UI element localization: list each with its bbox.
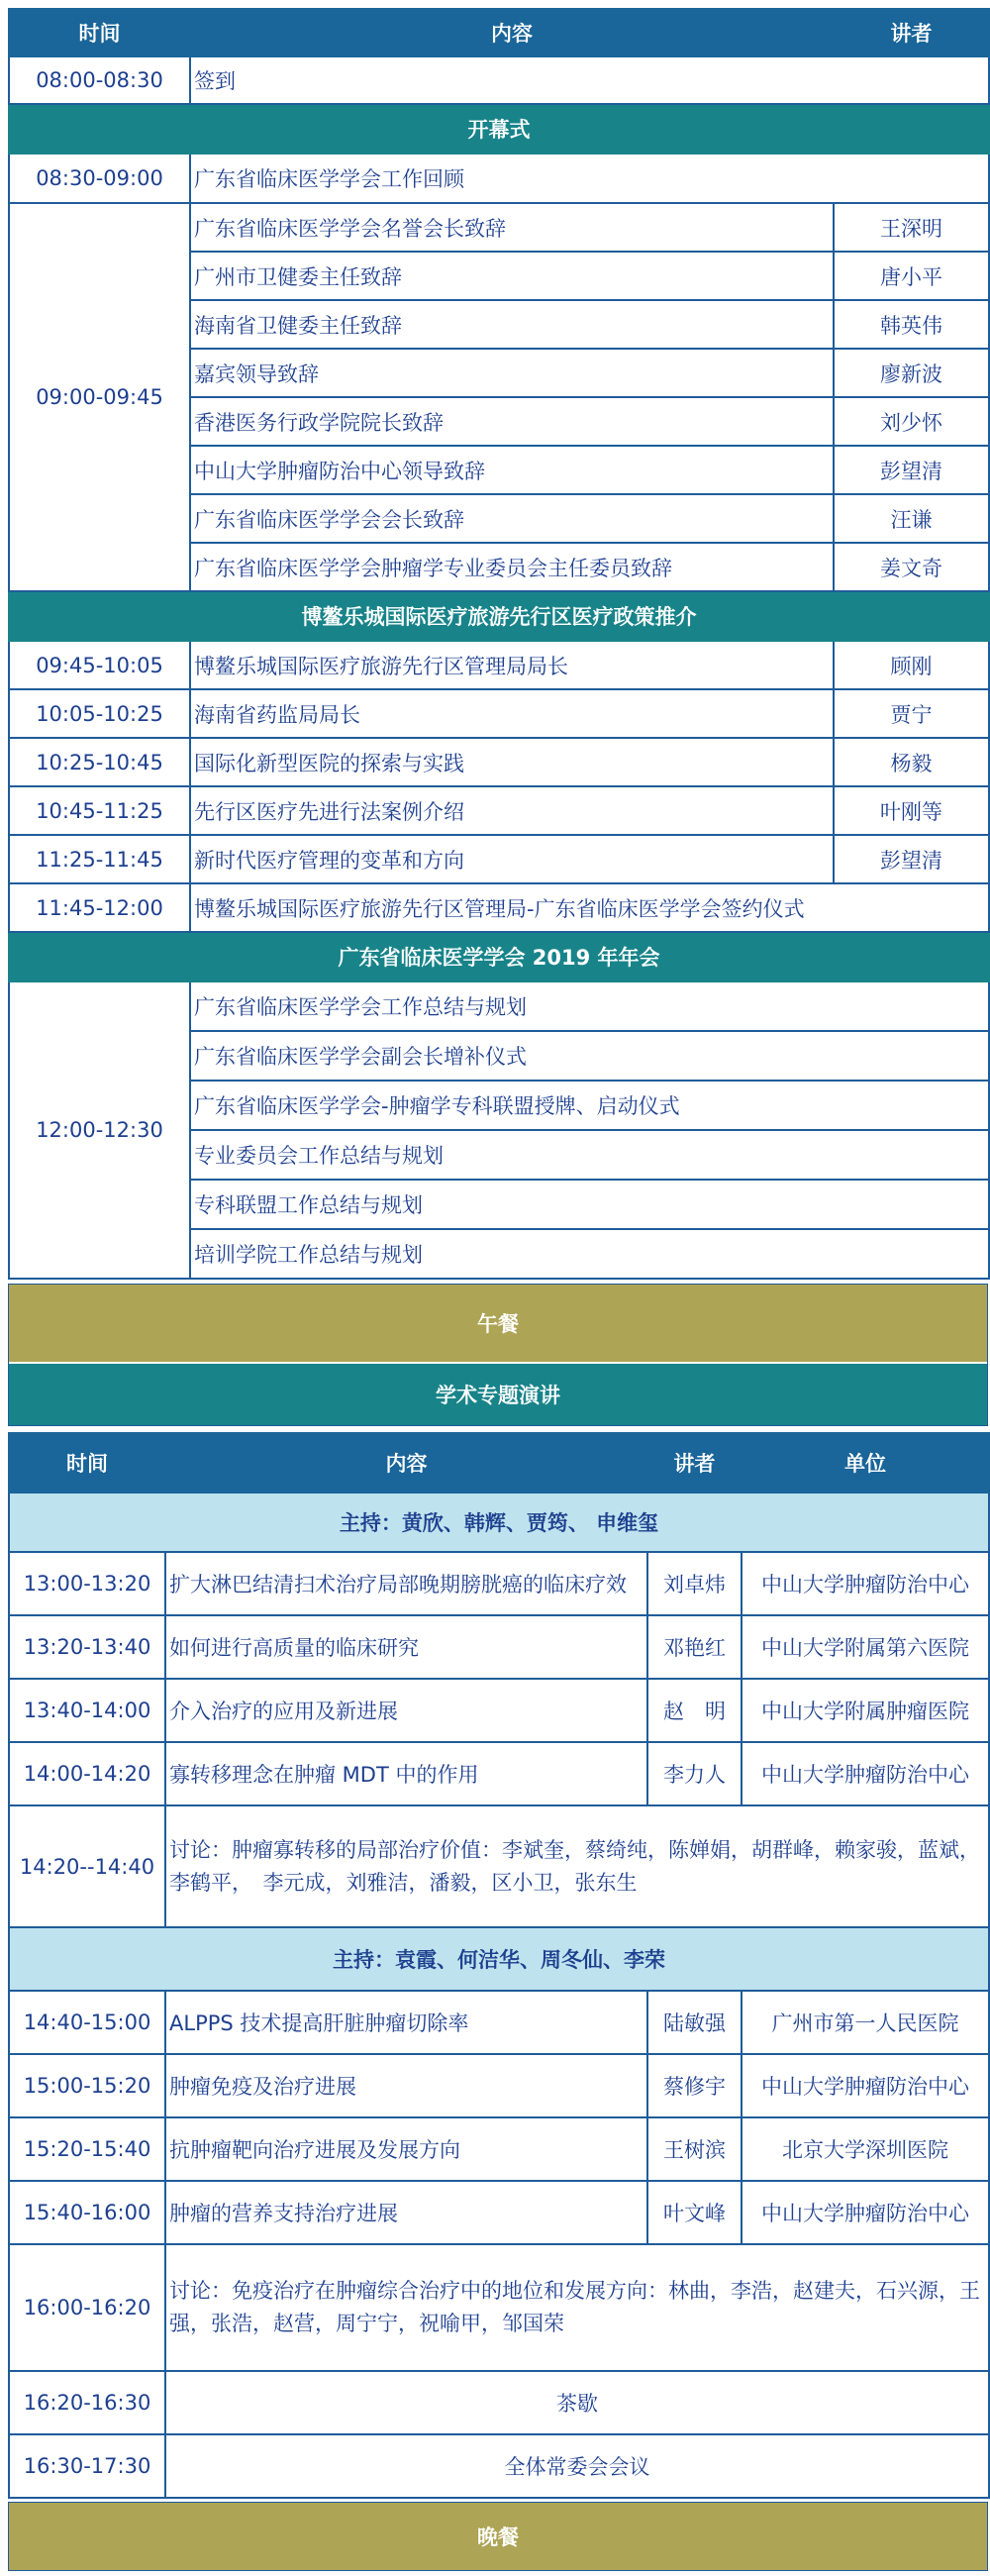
content-cell: 如何进行高质量的临床研究 [165,1615,647,1679]
speaker-cell: 姜文奇 [834,543,989,591]
speaker-cell: 叶刚等 [834,786,989,835]
speaker-cell: 汪谦 [834,494,989,543]
table-row [9,883,989,932]
unit-cell: 中山大学附属第六医院 [742,1615,989,1679]
table-row [9,2434,989,2498]
time-cell: 11:25-11:45 [9,835,190,883]
table-row [9,786,989,835]
time-cell: 09:45-10:05 [9,641,190,689]
dinner-banner: 晚餐 [9,2503,987,2570]
time-cell: 13:20-13:40 [9,1615,165,1679]
speaker-cell: 蔡修宇 [647,2054,742,2117]
speaker-cell: 廖新波 [834,349,989,397]
speaker-cell: 刘少怀 [834,397,989,446]
time-cell: 08:30-09:00 [9,154,190,203]
section-header-row [9,591,989,641]
content-cell: 广东省临床医学学会工作总结与规划 [190,981,989,1031]
content-cell: 肿瘤的营养支持治疗进展 [165,2181,647,2244]
speaker-cell: 贾宁 [834,689,989,738]
speaker-cell: 李力人 [647,1742,742,1805]
unit-cell: 中山大学肿瘤防治中心 [742,1742,989,1805]
content-cell: 海南省卫健委主任致辞 [190,300,834,349]
content-cell: 专业委员会工作总结与规划 [190,1130,989,1180]
content-cell: 培训学院工作总结与规划 [190,1229,989,1279]
content-cell: 广东省临床医学学会工作回顾 [190,154,989,203]
discussion-cell: 讨论：免疫治疗在肿瘤综合治疗中的地位和发展方向：林曲，李浩，赵建夫，石兴源，王强，张浩，赵营，周宁宁，祝喻甲，邹国荣 [165,2244,989,2371]
table-row [9,2371,989,2434]
content-cell: 介入治疗的应用及新进展 [165,1679,647,1742]
content-cell: 签到 [190,56,989,104]
table-header-row [9,9,989,56]
header-unit: 单位 [742,1433,989,1493]
content-cell: 香港医务行政学院院长致辞 [190,397,834,446]
header-content: 内容 [190,9,834,56]
section-title-annual: 广东省临床医学学会 2019 年年会 [9,932,989,981]
time-cell: 13:40-14:00 [9,1679,165,1742]
content-cell: 扩大淋巴结清扫术治疗局部晚期膀胱癌的临床疗效 [165,1552,647,1615]
discussion-row [9,1805,989,1927]
speaker-cell: 王树滨 [647,2117,742,2181]
content-cell: 广东省临床医学学会会长致辞 [190,494,834,543]
unit-cell: 北京大学深圳医院 [742,2117,989,2181]
speaker-cell: 顾刚 [834,641,989,689]
content-cell: 肿瘤免疫及治疗进展 [165,2054,647,2117]
time-cell: 16:20-16:30 [9,2371,165,2434]
header-speaker: 讲者 [834,9,989,56]
table-row [9,1679,989,1742]
time-cell: 15:00-15:20 [9,2054,165,2117]
time-cell: 16:30-17:30 [9,2434,165,2498]
unit-cell: 中山大学肿瘤防治中心 [742,1552,989,1615]
speaker-cell: 韩英伟 [834,300,989,349]
section-title-boao: 博鳌乐城国际医疗旅游先行区医疗政策推介 [9,591,989,641]
morning-schedule-table [8,8,990,1280]
content-cell: 广东省临床医学学会副会长增补仪式 [190,1031,989,1081]
speaker-cell: 邓艳红 [647,1615,742,1679]
time-cell: 10:25-10:45 [9,738,190,786]
session-host: 主持：袁霞、何洁华、周冬仙、李荣 [9,1927,989,1991]
table-header-row [9,1433,989,1493]
time-cell: 15:40-16:00 [9,2181,165,2244]
table-row [9,203,989,252]
content-cell: 新时代医疗管理的变革和方向 [190,835,834,883]
speaker-cell: 彭望清 [834,446,989,494]
content-cell: 中山大学肿瘤防治中心领导致辞 [190,446,834,494]
unit-cell: 中山大学附属肿瘤医院 [742,1679,989,1742]
table-row [9,154,989,203]
table-row [9,738,989,786]
table-row [9,1552,989,1615]
table-row [9,2054,989,2117]
lunch-banner: 午餐 [9,1285,987,1362]
table-row [9,1991,989,2054]
time-cell: 14:20--14:40 [9,1805,165,1927]
table-row [9,1615,989,1679]
content-cell: 先行区医疗先进行法案例介绍 [190,786,834,835]
discussion-cell: 讨论：肿瘤寡转移的局部治疗价值：李斌奎，蔡绮纯，陈婵娟，胡群峰，赖家骏，蓝斌，李鹤平， 李元成，刘雅洁，潘毅，区小卫，张东生 [165,1805,989,1927]
content-cell: 博鳌乐城国际医疗旅游先行区管理局局长 [190,641,834,689]
host-row [9,1493,989,1552]
content-cell: 博鳌乐城国际医疗旅游先行区管理局-广东省临床医学学会签约仪式 [190,883,989,932]
content-cell: 国际化新型医院的探索与实践 [190,738,834,786]
unit-cell: 中山大学肿瘤防治中心 [742,2054,989,2117]
content-cell: 抗肿瘤靶向治疗进展及发展方向 [165,2117,647,2181]
table-row [9,1742,989,1805]
table-row [9,981,989,1031]
header-time: 时间 [9,1433,165,1493]
content-cell: 广东省临床医学学会名誉会长致辞 [190,203,834,252]
host-row [9,1927,989,1991]
speaker-cell: 彭望清 [834,835,989,883]
time-cell: 10:45-11:25 [9,786,190,835]
time-cell: 09:00-09:45 [9,203,190,591]
time-cell: 13:00-13:20 [9,1552,165,1615]
speaker-cell: 陆敏强 [647,1991,742,2054]
discussion-row [9,2244,989,2371]
unit-cell: 中山大学肿瘤防治中心 [742,2181,989,2244]
time-cell: 10:05-10:25 [9,689,190,738]
table-row [9,2181,989,2244]
time-cell: 08:00-08:30 [9,56,190,104]
time-cell: 14:00-14:20 [9,1742,165,1805]
content-cell: ALPPS 技术提高肝脏肿瘤切除率 [165,1991,647,2054]
header-speaker: 讲者 [647,1433,742,1493]
table-row [9,641,989,689]
content-cell: 全体常委会会议 [165,2434,989,2498]
table-row [9,56,989,104]
header-content: 内容 [165,1433,647,1493]
academic-title-banner: 学术专题演讲 [9,1364,987,1425]
afternoon-schedule-table [8,1432,990,2499]
unit-cell: 广州市第一人民医院 [742,1991,989,2054]
speaker-cell: 王深明 [834,203,989,252]
content-cell: 海南省药监局局长 [190,689,834,738]
time-cell: 11:45-12:00 [9,883,190,932]
speaker-cell: 刘卓炜 [647,1552,742,1615]
section-header-row [9,104,989,154]
speaker-cell: 唐小平 [834,252,989,300]
header-time: 时间 [9,9,190,56]
table-row [9,689,989,738]
time-cell: 16:00-16:20 [9,2244,165,2371]
speaker-cell: 叶文峰 [647,2181,742,2244]
content-cell: 广东省临床医学学会-肿瘤学专科联盟授牌、启动仪式 [190,1081,989,1130]
time-cell: 15:20-15:40 [9,2117,165,2181]
section-title-opening: 开幕式 [9,104,989,154]
content-cell: 广东省临床医学学会肿瘤学专业委员会主任委员致辞 [190,543,834,591]
speaker-cell: 杨毅 [834,738,989,786]
section-header-row [9,932,989,981]
content-cell: 广州市卫健委主任致辞 [190,252,834,300]
time-cell: 12:00-12:30 [9,981,190,1279]
content-cell: 嘉宾领导致辞 [190,349,834,397]
content-cell: 茶歇 [165,2371,989,2434]
speaker-cell: 赵 明 [647,1679,742,1742]
table-row [9,2117,989,2181]
content-cell: 专科联盟工作总结与规划 [190,1180,989,1229]
table-row [9,835,989,883]
time-cell: 14:40-15:00 [9,1991,165,2054]
content-cell: 寡转移理念在肿瘤 MDT 中的作用 [165,1742,647,1805]
session-host: 主持：黄欣、韩辉、贾筠、 申维玺 [9,1493,989,1552]
